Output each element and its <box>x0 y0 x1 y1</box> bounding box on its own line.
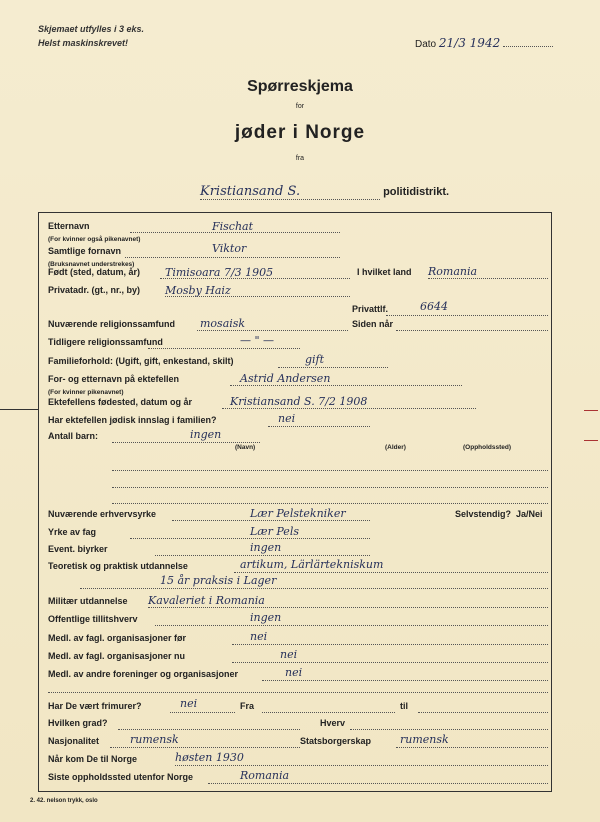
red-mark-2 <box>584 440 598 441</box>
field-label: Teoretisk og praktisk utdannelse <box>48 561 188 571</box>
selvstendig-options: Ja/Nei <box>516 509 543 519</box>
field-label: Ektefellens fødested, datum og år <box>48 397 193 407</box>
field-label: Offentlige tillitshverv <box>48 614 138 624</box>
field-label: (Bruksnavnet understrekes) <box>48 261 135 268</box>
field-label: (For kvinner pikenavnet) <box>48 389 124 396</box>
dotted-line <box>428 278 548 279</box>
dotted-line <box>118 729 300 730</box>
dotted-line <box>234 572 548 573</box>
field-label: Militær utdannelse <box>48 596 128 606</box>
printer-imprint: 2. 42. nelson trykk, oslo <box>30 798 98 804</box>
blank-dotted-line <box>112 487 548 488</box>
dotted-line <box>110 747 300 748</box>
dotted-line <box>172 520 370 521</box>
dotted-line <box>230 385 462 386</box>
field-label: Når kom De til Norge <box>48 754 138 764</box>
dotted-line <box>222 408 476 409</box>
date-label: Dato <box>415 39 437 50</box>
field-value: Timisoara 7/3 1905 <box>165 266 274 279</box>
dotted-line <box>232 644 548 645</box>
red-mark-1 <box>584 410 598 411</box>
field-label: Yrke av fag <box>48 527 97 537</box>
field-value: Astrid Andersen <box>240 372 331 385</box>
dotted-line <box>197 330 348 331</box>
form-title: Spørreskjema <box>247 78 353 95</box>
field-value: ingen <box>250 611 282 624</box>
date-value: 21/3 1942 <box>438 36 501 50</box>
field-value: Mosby Haiz <box>165 284 231 297</box>
field-label: (For kvinner også pikenavnet) <box>48 236 141 243</box>
field-label: Hverv <box>320 718 346 728</box>
dotted-line <box>148 348 300 349</box>
dotted-line <box>125 257 340 258</box>
field-label: I hvilket land <box>357 267 412 277</box>
dotted-line <box>148 607 548 608</box>
field-label: (Navn) <box>235 444 256 451</box>
field-label: Privattlf. <box>352 304 389 314</box>
title-connector-2: fra <box>295 155 305 162</box>
field-value: Viktor <box>212 242 247 255</box>
field-value: Lær Pelstekniker <box>250 507 346 520</box>
field-value: gift <box>305 353 325 366</box>
blank-dotted-line <box>48 692 548 693</box>
dotted-line <box>80 588 548 589</box>
field-value: Fischat <box>212 220 254 233</box>
field-label: Selvstendig? <box>455 509 512 519</box>
district-value: Kristiansand S. <box>200 184 380 200</box>
date-field <box>415 36 553 50</box>
field-label: Medl. av fagl. organisasjoner nu <box>48 651 186 661</box>
field-value: rumensk <box>400 733 449 746</box>
field-label: Siste oppholdssted utenfor Norge <box>48 772 194 782</box>
field-value: mosaisk <box>200 317 246 330</box>
field-label: Privatadr. (gt., nr., by) <box>48 285 141 295</box>
field-label: Tidligere religionssamfund <box>48 337 163 347</box>
field-value: nei <box>285 666 303 679</box>
field-label: Siden når <box>352 319 394 329</box>
dotted-line <box>175 765 548 766</box>
field-label: Familieforhold: (Ugift, gift, enkestand, skilt) <box>48 356 234 366</box>
field-value: Romania <box>428 265 478 278</box>
dotted-line <box>268 426 370 427</box>
dotted-line <box>418 712 548 713</box>
field-value: nei <box>280 648 298 661</box>
field-value: 6644 <box>420 300 448 313</box>
field-value: ingen <box>190 428 222 441</box>
instruction-line-1: Skjemaet utfylles i 3 eks. <box>38 24 145 34</box>
dotted-line <box>262 712 395 713</box>
field-value: 15 år praksis i Lager <box>160 574 277 587</box>
field-value: nei <box>180 697 198 710</box>
dotted-line <box>112 442 260 443</box>
field-value: rumensk <box>130 733 179 746</box>
field-value: — " — <box>240 334 275 347</box>
field-value: nei <box>278 412 296 425</box>
field-label: Statsborgerskap <box>300 736 372 746</box>
field-label: Medl. av fagl. organisasjoner før <box>48 633 187 643</box>
dotted-line <box>350 729 548 730</box>
form-subtitle: jøder i Norge <box>234 122 366 143</box>
field-value: ingen <box>250 541 282 554</box>
dotted-line <box>155 625 548 626</box>
field-label: Født (sted, datum, år) <box>48 267 140 277</box>
dotted-line <box>396 330 548 331</box>
field-label: Hvilken grad? <box>48 718 108 728</box>
field-label: (Alder) <box>385 444 406 451</box>
field-label: Etternavn <box>48 221 90 231</box>
district-line <box>200 184 449 200</box>
dotted-line <box>396 747 548 748</box>
title-connector-1: for <box>295 103 305 110</box>
field-label: Nasjonalitet <box>48 736 100 746</box>
dotted-line <box>232 662 548 663</box>
field-label: Har ektefellen jødisk innslag i familien? <box>48 415 217 425</box>
field-value: Lær Pels <box>250 525 299 538</box>
instruction-line-2: Helst maskinskrevet! <box>38 38 129 48</box>
field-label: Fra <box>240 701 255 711</box>
blank-dotted-line <box>112 470 548 471</box>
field-label: Har De vært frimurer? <box>48 701 142 711</box>
field-value: Kavaleriet i Romania <box>148 594 265 607</box>
dotted-line <box>262 680 548 681</box>
field-value: nei <box>250 630 268 643</box>
dotted-line <box>386 315 548 316</box>
field-label: Nuværende erhvervsyrke <box>48 509 157 519</box>
dotted-line <box>130 538 370 539</box>
margin-line <box>0 409 38 410</box>
blank-dotted-line <box>112 503 548 504</box>
field-value: høsten 1930 <box>175 751 244 764</box>
field-label: Medl. av andre foreninger og organisasjoner <box>48 669 239 679</box>
dotted-line <box>155 555 370 556</box>
dotted-line <box>278 367 388 368</box>
district-label: politidistrikt. <box>383 186 450 198</box>
field-label: til <box>400 701 408 711</box>
field-label: (Oppholdssted) <box>463 444 512 451</box>
field-value: artikum, Lärlärtekniskum <box>240 558 384 571</box>
field-label: For- og etternavn på ektefellen <box>48 374 180 384</box>
field-value: Kristiansand S. 7/2 1908 <box>230 395 368 408</box>
field-label: Samtlige fornavn <box>48 246 122 256</box>
field-label: Event. biyrker <box>48 544 108 554</box>
field-value: Romania <box>240 769 290 782</box>
field-label: Antall barn: <box>48 431 99 441</box>
dotted-line <box>170 712 235 713</box>
field-label: Nuværende religionssamfund <box>48 319 176 329</box>
dotted-line <box>208 783 548 784</box>
